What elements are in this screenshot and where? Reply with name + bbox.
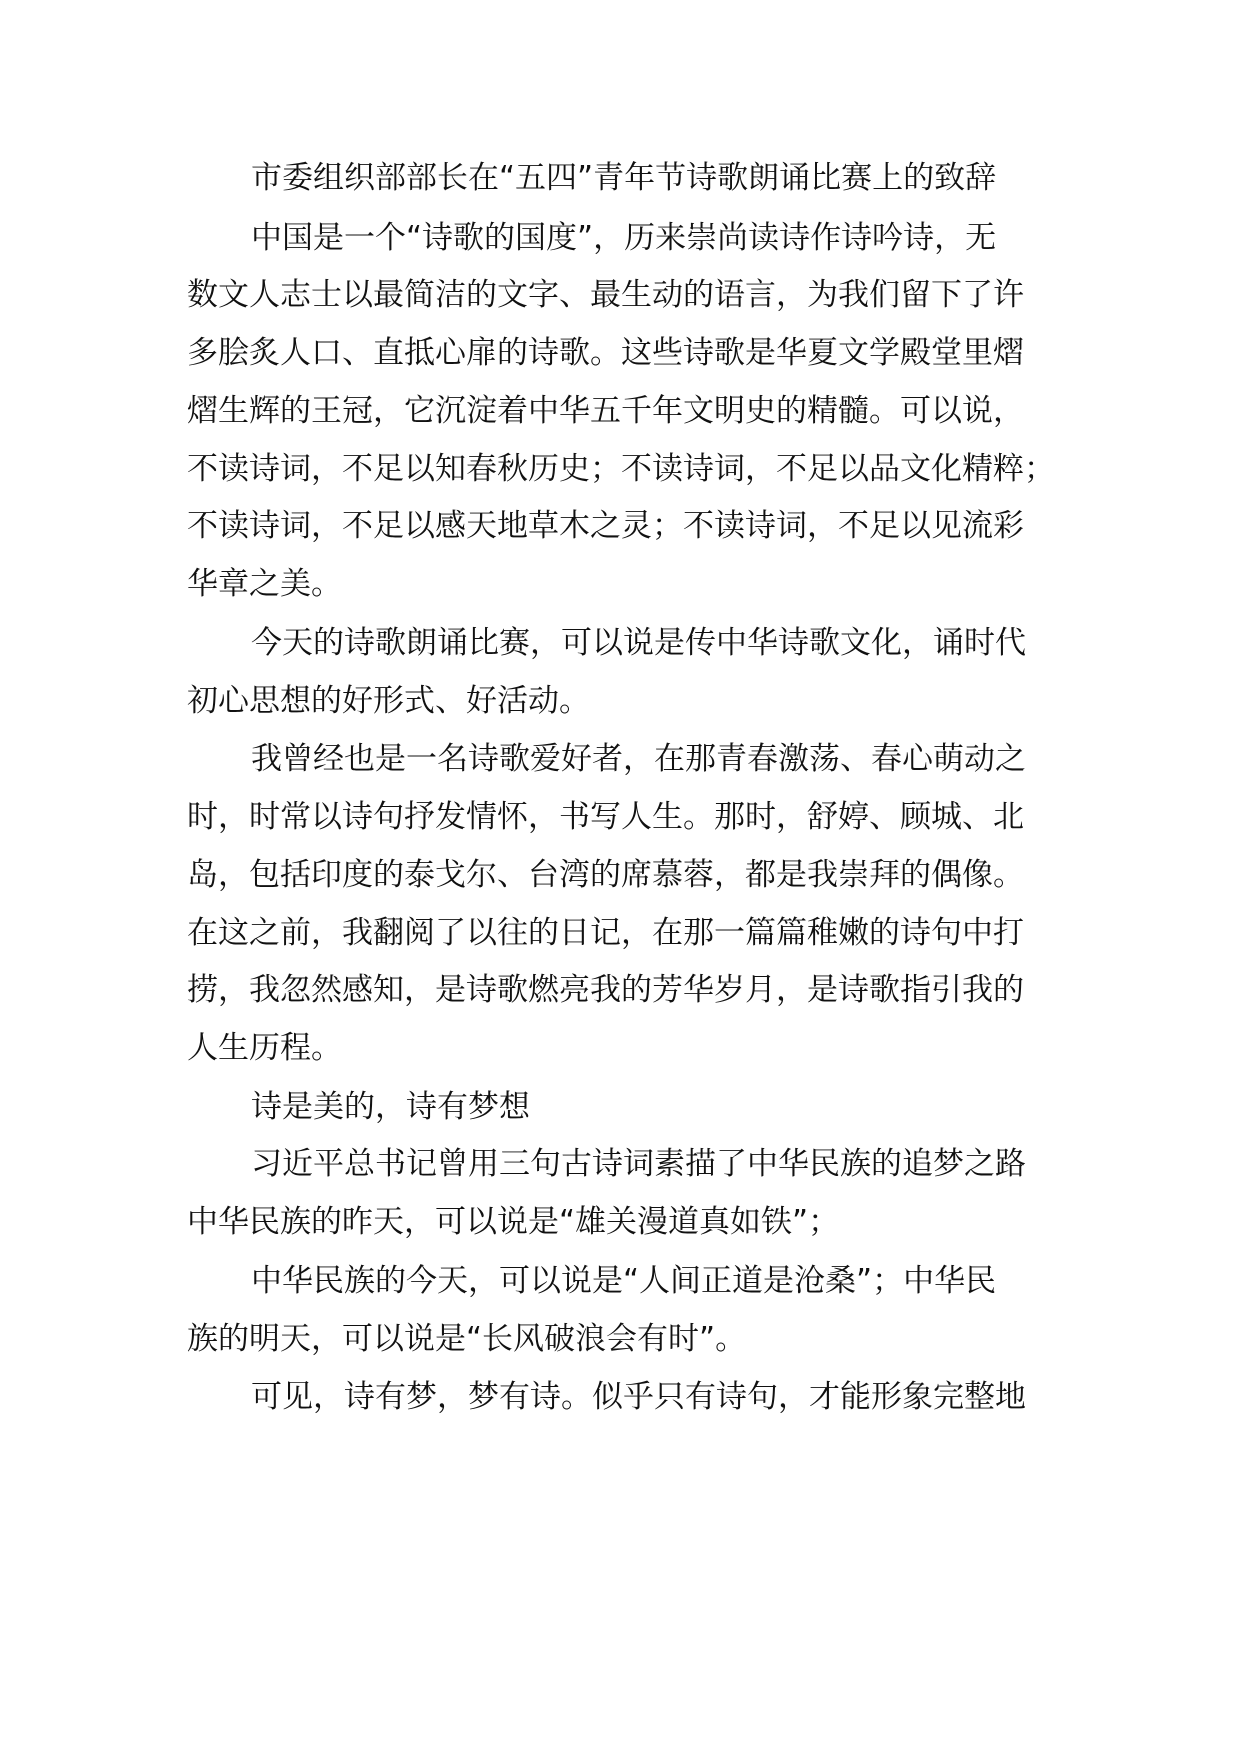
paragraph-line: 中华民族的昨天，可以说是“雄关漫道真如铁”；	[187, 1204, 840, 1240]
paragraph-line: 时，时常以诗句抒发情怀，书写人生。那时，舒婷、顾城、北	[187, 799, 1024, 835]
paragraph-line: 今天的诗歌朗诵比赛，可以说是传中华诗歌文化，诵时代	[251, 625, 1026, 661]
paragraph-line: 不读诗词，不足以感天地草木之灵；不读诗词，不足以见流彩	[187, 508, 1024, 544]
document-title: 市委组织部部长在“五四”青年节诗歌朗诵比赛上的致辞	[251, 160, 997, 196]
paragraph-line: 中华民族的今天，可以说是“人间正道是沧桑”；中华民	[251, 1263, 997, 1299]
paragraph-line: 可见，诗有梦，梦有诗。似乎只有诗句，才能形象完整地	[251, 1379, 1026, 1415]
paragraph-line: 多脍炙人口、直抵心扉的诗歌。这些诗歌是华夏文学殿堂里熠	[187, 335, 1024, 371]
paragraph-line: 初心思想的好形式、好活动。	[187, 683, 590, 719]
paragraph-line: 在这之前，我翻阅了以往的日记，在那一篇篇稚嫩的诗句中打	[187, 915, 1024, 951]
paragraph-line: 中国是一个“诗歌的国度”，历来崇尚读诗作诗吟诗，无	[251, 220, 997, 256]
paragraph-line: 习近平总书记曾用三句古诗词素描了中华民族的追梦之路	[251, 1146, 1026, 1182]
section-heading: 诗是美的，诗有梦想	[251, 1089, 530, 1125]
paragraph-line: 捞，我忽然感知，是诗歌燃亮我的芳华岁月，是诗歌指引我的	[187, 972, 1024, 1008]
paragraph-line: 族的明天，可以说是“长风破浪会有时”。	[187, 1321, 747, 1357]
paragraph-line: 熠生辉的王冠，它沉淀着中华五千年文明史的精髓。可以说，	[187, 393, 1024, 429]
paragraph-line: 不读诗词，不足以知春秋历史；不读诗词，不足以品文化精粹；	[187, 451, 1055, 487]
paragraph-line: 华章之美。	[187, 566, 342, 602]
paragraph-line: 岛，包括印度的泰戈尔、台湾的席慕蓉，都是我崇拜的偶像。	[187, 857, 1024, 893]
paragraph-line: 数文人志士以最简洁的文字、最生动的语言，为我们留下了许	[187, 277, 1024, 313]
paragraph-line: 我曾经也是一名诗歌爱好者，在那青春激荡、春心萌动之	[251, 741, 1026, 777]
paragraph-line: 人生历程。	[187, 1030, 342, 1066]
